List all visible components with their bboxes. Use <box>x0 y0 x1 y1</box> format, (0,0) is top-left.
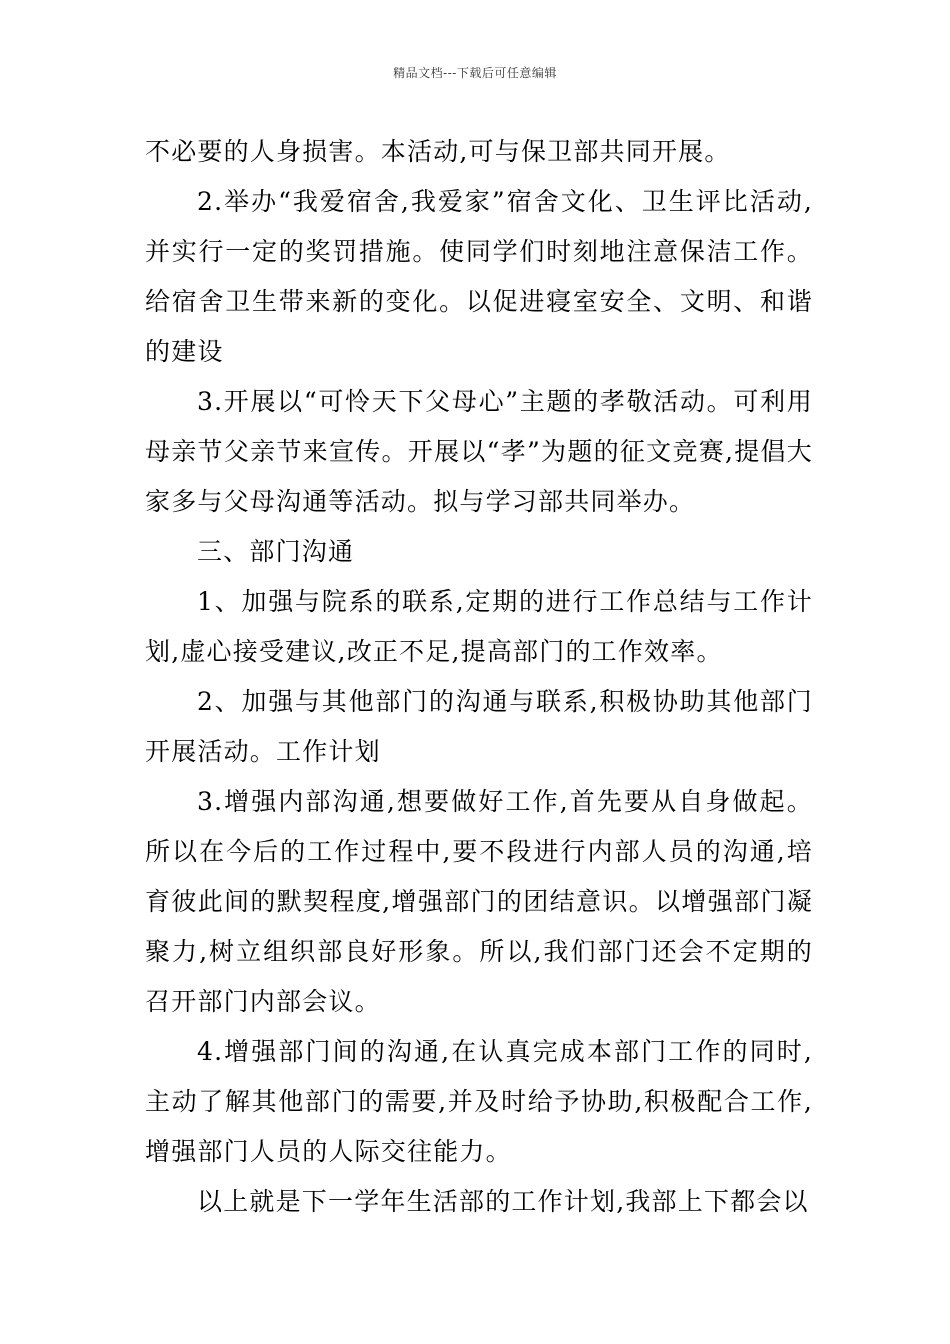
paragraph-communication-3: 3.增强内部沟通,想要做好工作,首先要从自身做起。所以在今后的工作过程中,要不段进行内部人员的沟通,培育彼此间的默契程度,增强部门的团结意识。以增强部门凝聚力,树立组织部良好形象。所以,我们部门还会不定期的召开部门内部会议。 <box>145 787 813 1016</box>
paragraph-item-2-dorm-activity: 2.举办“我爱宿舍,我爱家”宿舍文化、卫生评比活动,并实行一定的奖罚措施。使同学们时刻地注意保洁工作。给宿舍卫生带来新的变化。以促进寝室安全、文明、和谐的建设 <box>145 187 813 366</box>
section-heading-department-communication: 三、部门沟通 <box>197 537 355 566</box>
document-body <box>145 127 813 1227</box>
paragraph-communication-4: 4.增强部门间的沟通,在认真完成本部门工作的同时,主动了解其他部门的需要,并及时给予协助,积极配合工作,增强部门人员的人际交往能力。 <box>145 1037 813 1166</box>
paragraph-item-3-filial-activity: 3.开展以“可怜天下父母心”主题的孝敬活动。可利用母亲节父亲节来宣传。开展以“孝”为题的征文竞赛,提倡大家多与父母沟通等活动。拟与学习部共同举办。 <box>145 387 813 516</box>
paragraph-communication-1: 1、加强与院系的联系,定期的进行工作总结与工作计划,虚心接受建议,改正不足,提高部门的工作效率。 <box>145 587 813 666</box>
paragraph-conclusion: 以上就是下一学年生活部的工作计划,我部上下都会以 <box>197 1187 809 1216</box>
page-header: 精品文档---下载后可任意编辑 <box>393 66 557 80</box>
paragraph-communication-2: 2、加强与其他部门的沟通与联系,积极协助其他部门开展活动。工作计划 <box>145 687 813 766</box>
paragraph-continuation: 不必要的人身损害。本活动,可与保卫部共同开展。 <box>145 137 731 166</box>
